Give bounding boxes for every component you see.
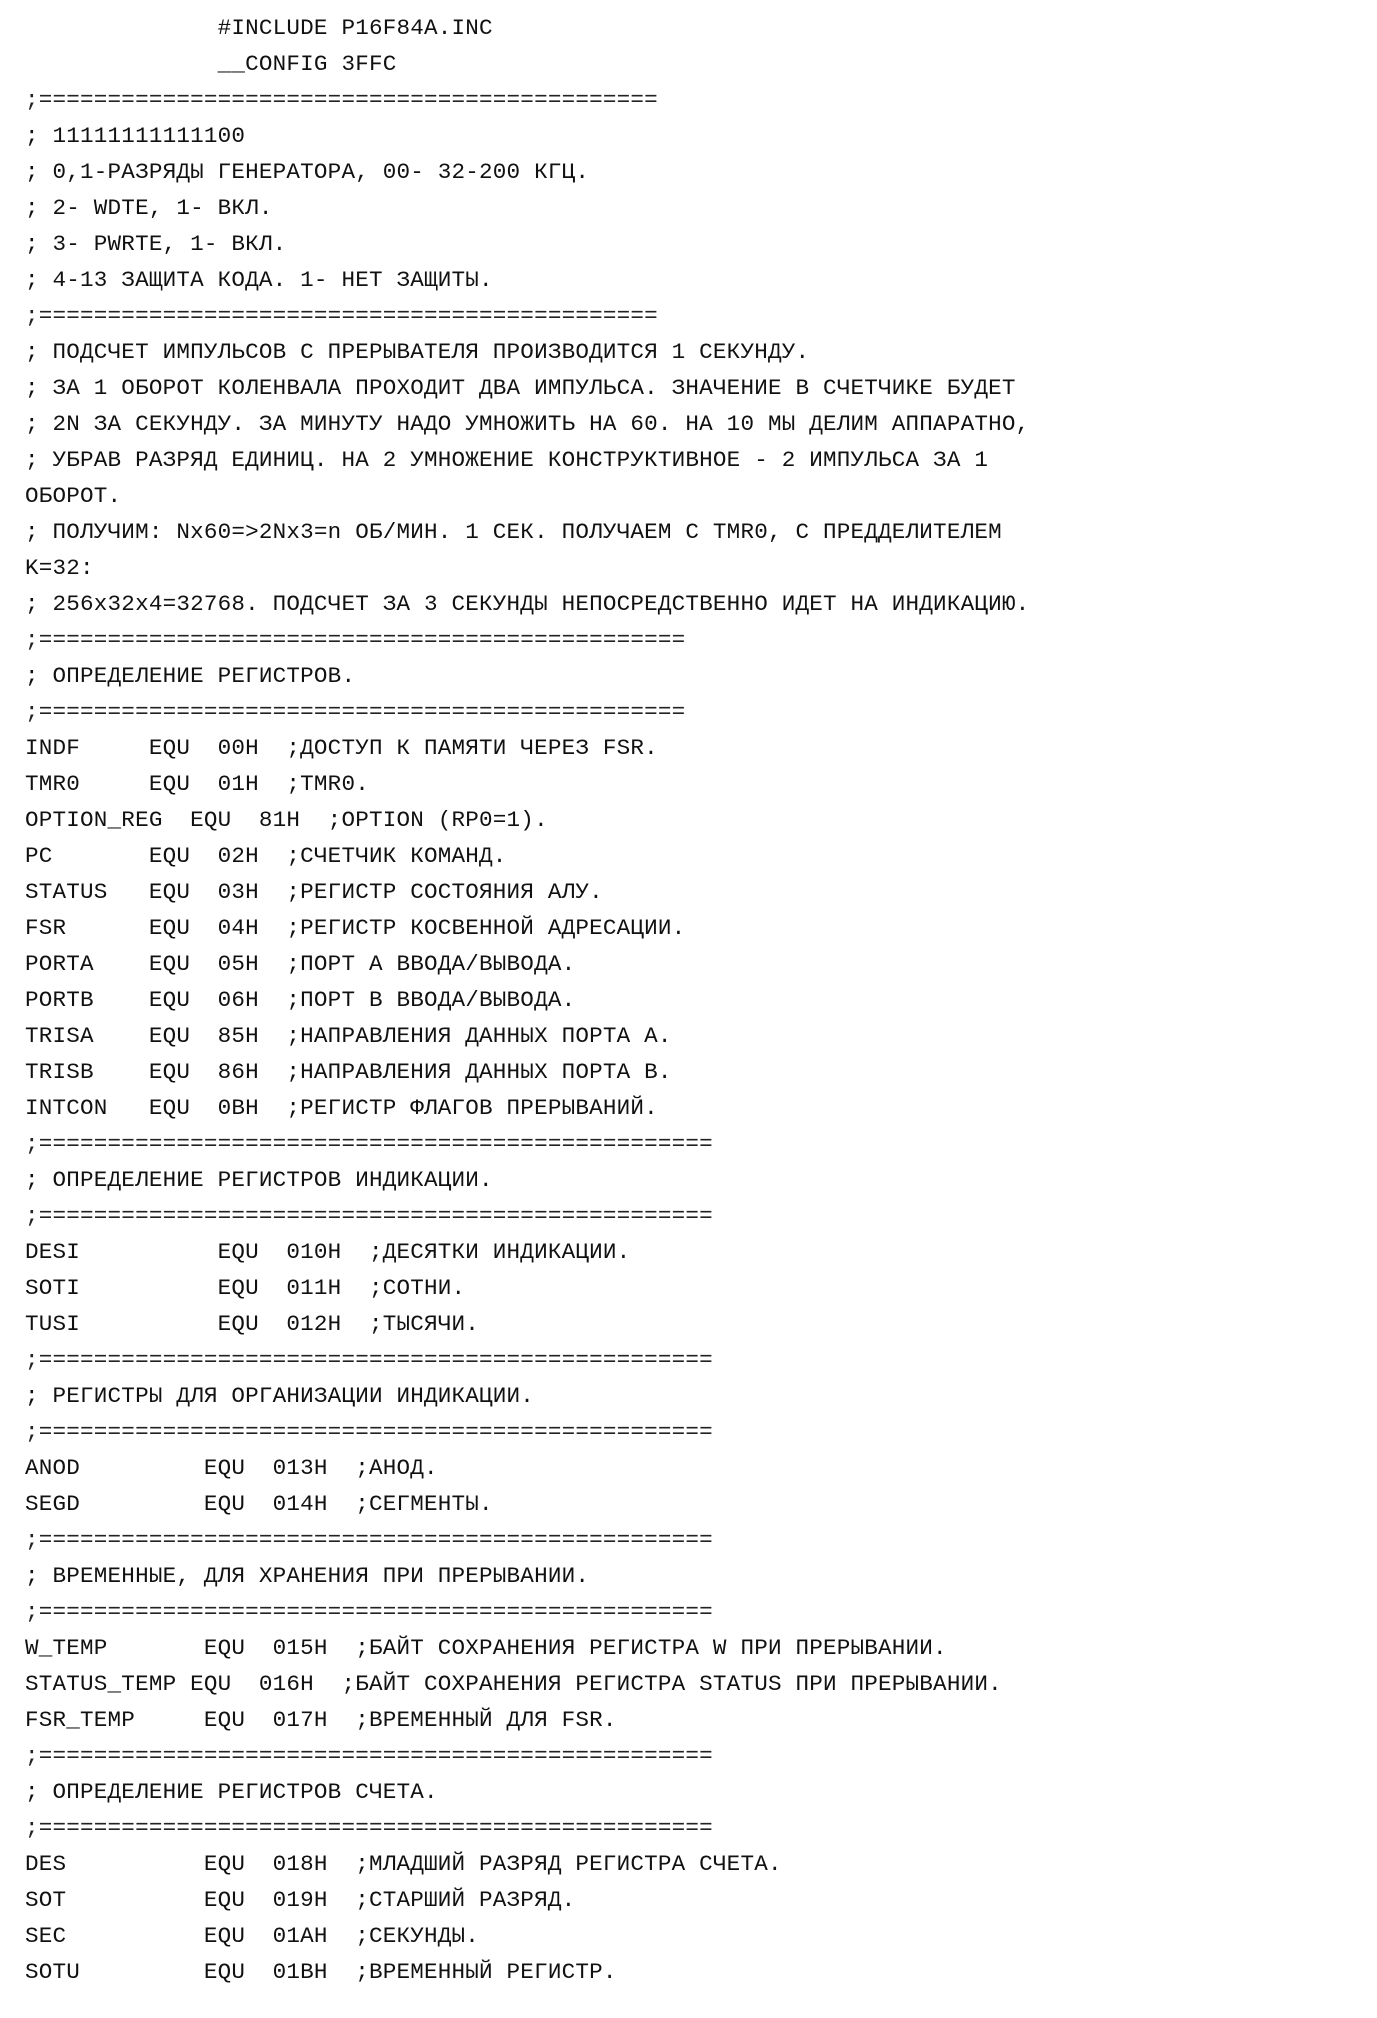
separator-line: ;=============================================== bbox=[25, 699, 686, 725]
code-line: FSR EQU 04H ;РЕГИСТР КОСВЕННОЙ АДРЕСАЦИИ. bbox=[25, 915, 686, 941]
code-line: STATUS EQU 03H ;РЕГИСТР СОСТОЯНИЯ АЛУ. bbox=[25, 879, 603, 905]
code-line: SOT EQU 019H ;СТАРШИЙ РАЗРЯД. bbox=[25, 1887, 576, 1913]
separator-line: ;================================================= bbox=[25, 1743, 713, 1769]
code-line: OPTION_REG EQU 81H ;OPTION (RP0=1). bbox=[25, 807, 548, 833]
code-line: DESI EQU 010H ;ДЕСЯТКИ ИНДИКАЦИИ. bbox=[25, 1239, 631, 1265]
code-line: ANOD EQU 013H ;АНОД. bbox=[25, 1455, 438, 1481]
separator-line: ;================================================= bbox=[25, 1527, 713, 1553]
code-line: ; 11111111111100 bbox=[25, 123, 246, 149]
separator-line: ;=============================================== bbox=[25, 627, 686, 653]
code-line: ; УБРАВ РАЗРЯД ЕДИНИЦ. НА 2 УМНОЖЕНИЕ КОНСТРУКТИВНОЕ - 2 ИМПУЛЬСА ЗА 1 bbox=[25, 447, 989, 473]
separator-line: ;============================================= bbox=[25, 303, 658, 329]
code-line: SEGD EQU 014H ;СЕГМЕНТЫ. bbox=[25, 1491, 493, 1517]
code-line: DES EQU 018H ;МЛАДШИЙ РАЗРЯД РЕГИСТРА СЧЕТА. bbox=[25, 1851, 782, 1877]
code-line: PC EQU 02H ;СЧЕТЧИК КОМАНД. bbox=[25, 843, 507, 869]
code-line: ; 4-13 ЗАЩИТА КОДА. 1- НЕТ ЗАЩИТЫ. bbox=[25, 267, 493, 293]
code-line: ; 3- PWRTE, 1- ВКЛ. bbox=[25, 231, 287, 257]
code-line: #INCLUDE P16F84A.INC bbox=[25, 15, 493, 41]
code-line: TRISB EQU 86H ;НАПРАВЛЕНИЯ ДАННЫХ ПОРТА В. bbox=[25, 1059, 672, 1085]
code-line: INDF EQU 00H ;ДОСТУП К ПАМЯТИ ЧЕРЕЗ FSR. bbox=[25, 735, 658, 761]
code-line: INTCON EQU 0BH ;РЕГИСТР ФЛАГОВ ПРЕРЫВАНИЙ. bbox=[25, 1095, 658, 1121]
code-line: FSR_TEMP EQU 017H ;ВРЕМЕННЫЙ ДЛЯ FSR. bbox=[25, 1707, 617, 1733]
code-line: STATUS_TEMP EQU 016H ;БАЙТ СОХРАНЕНИЯ РЕГИСТРА STATUS ПРИ ПРЕРЫВАНИИ. bbox=[25, 1671, 1002, 1697]
code-line: K=32: bbox=[25, 555, 94, 581]
code-line: PORTB EQU 06H ;ПОРТ В ВВОДА/ВЫВОДА. bbox=[25, 987, 576, 1013]
code-line: __CONFIG 3FFC bbox=[25, 51, 397, 77]
code-line: ; ОПРЕДЕЛЕНИЕ РЕГИСТРОВ. bbox=[25, 663, 356, 689]
code-line: ; 2N ЗА СЕКУНДУ. ЗА МИНУТУ НАДО УМНОЖИТЬ НА 60. НА 10 МЫ ДЕЛИМ АППАРАТНО, bbox=[25, 411, 1030, 437]
code-line: W_TEMP EQU 015H ;БАЙТ СОХРАНЕНИЯ РЕГИСТРА W ПРИ ПРЕРЫВАНИИ. bbox=[25, 1635, 947, 1661]
code-line: ; 0,1-РАЗРЯДЫ ГЕНЕРАТОРА, 00- 32-200 КГЦ. bbox=[25, 159, 590, 185]
separator-line: ;================================================= bbox=[25, 1599, 713, 1625]
code-line: ; ОПРЕДЕЛЕНИЕ РЕГИСТРОВ ИНДИКАЦИИ. bbox=[25, 1167, 493, 1193]
code-line: PORTA EQU 05H ;ПОРТ А ВВОДА/ВЫВОДА. bbox=[25, 951, 576, 977]
separator-line: ;================================================= bbox=[25, 1131, 713, 1157]
separator-line: ;================================================= bbox=[25, 1419, 713, 1445]
separator-line: ;============================================= bbox=[25, 87, 658, 113]
separator-line: ;================================================= bbox=[25, 1347, 713, 1373]
code-line: ; ВРЕМЕННЫЕ, ДЛЯ ХРАНЕНИЯ ПРИ ПРЕРЫВАНИИ. bbox=[25, 1563, 590, 1589]
code-line: SEC EQU 01AH ;СЕКУНДЫ. bbox=[25, 1923, 480, 1949]
code-line: ; РЕГИСТРЫ ДЛЯ ОРГАНИЗАЦИИ ИНДИКАЦИИ. bbox=[25, 1383, 535, 1409]
code-line: TRISA EQU 85H ;НАПРАВЛЕНИЯ ДАННЫХ ПОРТА А. bbox=[25, 1023, 672, 1049]
code-line: SOTI EQU 011H ;СОТНИ. bbox=[25, 1275, 466, 1301]
separator-line: ;================================================= bbox=[25, 1203, 713, 1229]
code-line: ; 2- WDTE, 1- ВКЛ. bbox=[25, 195, 273, 221]
code-line: ; ПОДСЧЕТ ИМПУЛЬСОВ С ПРЕРЫВАТЕЛЯ ПРОИЗВОДИТСЯ 1 СЕКУНДУ. bbox=[25, 339, 810, 365]
code-line: ; ОПРЕДЕЛЕНИЕ РЕГИСТРОВ СЧЕТА. bbox=[25, 1779, 438, 1805]
code-line: SOTU EQU 01BH ;ВРЕМЕННЫЙ РЕГИСТР. bbox=[25, 1959, 617, 1985]
code-line: ОБОРОТ. bbox=[25, 483, 122, 509]
code-line: TUSI EQU 012H ;ТЫСЯЧИ. bbox=[25, 1311, 480, 1337]
separator-line: ;================================================= bbox=[25, 1815, 713, 1841]
code-line: TMR0 EQU 01H ;TMR0. bbox=[25, 771, 369, 797]
code-line: ; 256x32x4=32768. ПОДСЧЕТ ЗА 3 СЕКУНДЫ НЕПОСРЕДСТВЕННО ИДЕТ НА ИНДИКАЦИЮ. bbox=[25, 591, 1030, 617]
code-listing bbox=[25, 10, 1365, 1990]
code-line: ; ПОЛУЧИМ: Nx60=>2Nx3=n ОБ/МИН. 1 СЕК. ПОЛУЧАЕМ С TMR0, С ПРЕДДЕЛИТЕЛЕМ bbox=[25, 519, 1002, 545]
code-line: ; ЗА 1 ОБОРОТ КОЛЕНВАЛА ПРОХОДИТ ДВА ИМПУЛЬСА. ЗНАЧЕНИЕ В СЧЕТЧИКЕ БУДЕТ bbox=[25, 375, 1016, 401]
